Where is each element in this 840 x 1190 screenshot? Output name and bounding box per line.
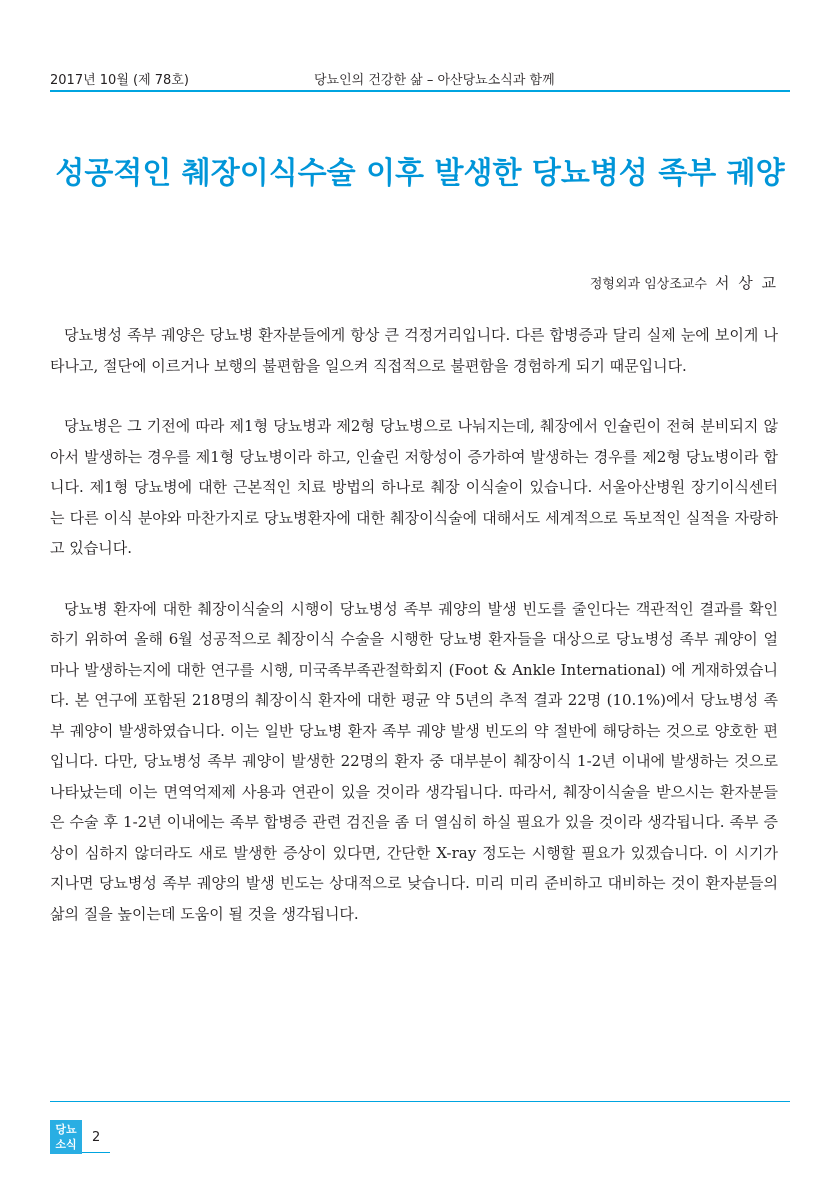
series-title: 당뇨인의 건강한 삶 – 아산당뇨소식과 함께: [314, 73, 555, 88]
footer-divider: [50, 1101, 790, 1102]
author-role: 정형외과 임상조교수: [589, 277, 707, 292]
badge-line-1: 당뇨: [55, 1123, 77, 1136]
paragraph-2: 당뇨병은 그 기전에 따라 제1형 당뇨병과 제2형 당뇨병으로 나눠지는데, 췌장에서 인슐린이 전혀 분비되지 않아서 발생하는 경우를 제1형 당뇨병이라 하고, 인슐린 저항성이 증가하여 발생하는 경우를 제2형 당뇨병이라 합니다. 제1형 당뇨병에 대한 근본적인 치료 방법의 하나로 췌장 이식술이 있습니다. 서울아산병원 장기이식센터는 다른 이식 분야와 마찬가지로 당뇨병환자에 대한 췌장이식술에 대해서도 세계적으로 독보적인 실적을 자랑하고 있습니다.: [50, 417, 778, 557]
paragraph-1: 당뇨병성 족부 궤양은 당뇨병 환자분들에게 항상 큰 걱정거리입니다. 다른 합병증과 달리 실제 눈에 보이게 나타나고, 절단에 이르거나 보행의 불편함을 일으켜 직접적으로 불편함을 경험하게 되기 때문입니다.: [50, 326, 778, 375]
page-number: 2: [92, 1130, 101, 1145]
issue-label: 2017년 10월 (제 78호): [50, 73, 189, 88]
article-title: 성공적인 췌장이식수술 이후 발생한 당뇨병성 족부 궤양: [55, 156, 785, 191]
author-byline: [590, 272, 778, 293]
running-header: [50, 66, 790, 88]
page-number-underline: [82, 1152, 110, 1153]
author-name: 서 상 교: [714, 274, 778, 292]
article-body: [50, 320, 778, 959]
badge-line-2: 소식: [55, 1138, 77, 1151]
header-divider: [50, 90, 790, 92]
newsletter-badge: [50, 1120, 82, 1154]
paragraph-3: 당뇨병 환자에 대한 췌장이식술의 시행이 당뇨병성 족부 궤양의 발생 빈도를 줄인다는 객관적인 결과를 확인하기 위하여 올해 6월 성공적으로 췌장이식 수술을 시행한 당뇨병 환자들을 대상으로 당뇨병성 족부 궤양이 얼마나 발생하는지에 대한 연구를 시행, 미국족부족관절학회지 (Foot & Ankle International) 에 게재하였습니다. 본 연구에 포함된 218명의 췌장이식 환자에 대한 평균 약 5년의 추적 결과 22명 (10.1%)에서 당뇨병성 족부 궤양이 발생하였습니다. 이는 일반 당뇨병 환자 족부 궤양 발생 빈도의 약 절반에 해당하는 것으로 양호한 편입니다. 다만, 당뇨병성 족부 궤양이 발생한 22명의 환자 중 대부분이 췌장이식 1-2년 이내에 발생하는 것으로 나타났는데 이는 면역억제제 사용과 연관이 있을 것이라 생각됩니다. 따라서, 췌장이식술을 받으시는 환자분들은 수술 후 1-2년 이내에는 족부 합병증 관련 검진을 좀 더 열심히 하실 필요가 있을 것이라 생각됩니다. 족부 증상이 심하지 않더라도 새로 발생한 증상이 있다면, 간단한 X-ray 정도는 시행할 필요가 있겠습니다. 이 시기가 지나면 당뇨병성 족부 궤양의 발생 빈도는 상대적으로 낮습니다. 미리 미리 준비하고 대비하는 것이 환자분들의 삶의 질을 높이는데 도움이 될 것을 생각됩니다.: [50, 599, 778, 923]
